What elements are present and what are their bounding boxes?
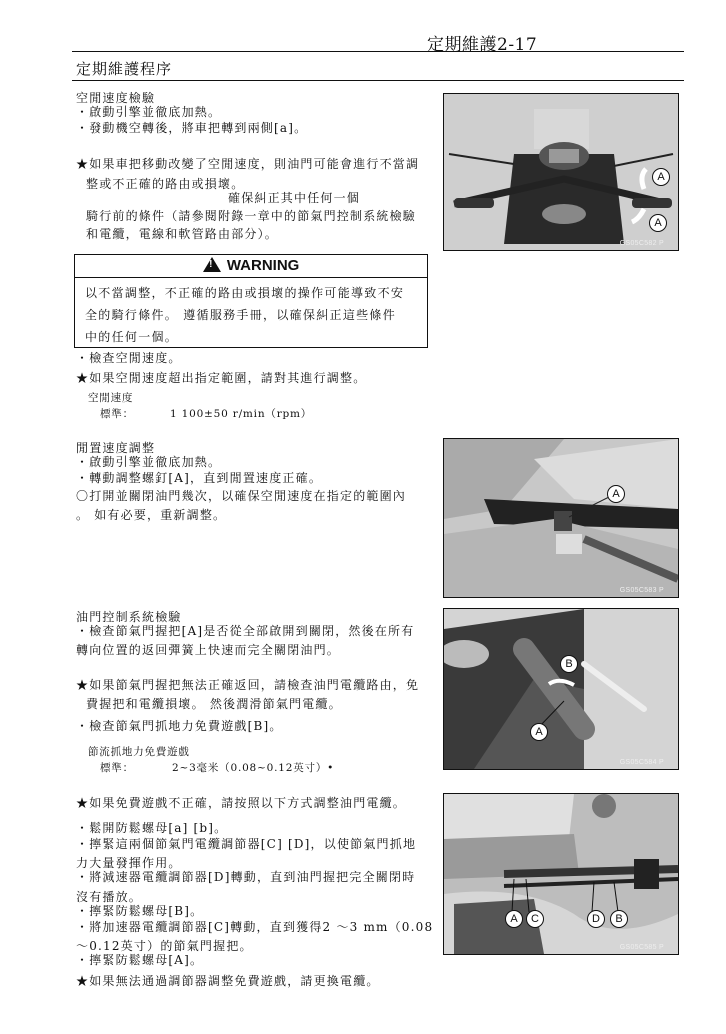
- cable-adjust-line: ・擰緊防鬆螺母[B]。: [76, 904, 204, 918]
- idle-adjust-step: 〇打開並關閉油門幾次，以確保空閒速度在指定的範圍內: [76, 489, 407, 503]
- section-title: 定期維護程序: [76, 60, 173, 78]
- throttle-check-step-line: 轉向位置的返回彈簧上快速而完全關閉油門。: [76, 643, 341, 657]
- idle-speed-note: ★如果空閒速度超出指定範圍，請對其進行調整。: [76, 371, 367, 385]
- idle-check-step-2: ・發動機空轉後，將車把轉到兩側[a]。: [76, 121, 308, 135]
- throttle-check-note-line: 費握把和電纜損壞。 然後潤滑節氣門電纜。: [86, 697, 342, 711]
- throttle-check-step-line: ・檢查節氣門握把[A]是否從全部啟開到關閉，然後在所有: [76, 624, 415, 638]
- cable-adjust-line: ・擰緊防鬆螺母[A]。: [76, 953, 204, 967]
- header-rule: [72, 51, 684, 52]
- cable-adjust-line: ～0.12英寸）的節氣門握把。: [76, 939, 253, 953]
- figure-code: GS05C582 P: [619, 240, 664, 247]
- idle-adjust-step: ・轉動調整螺釘[A]，直到閒置速度正確。: [76, 471, 323, 485]
- cable-adjust-intro: ★如果免費遊戲不正確，請按照以下方式調整油門電纜。: [76, 796, 407, 810]
- idle-spec-label: 標準：: [100, 408, 134, 420]
- cable-adjust-line: 沒有播放。: [76, 890, 143, 904]
- idle-check-step-1: ・啟動引擎並徹底加熱。: [76, 105, 222, 119]
- idle-speed-check-step: ・檢查空閒速度。: [76, 351, 182, 365]
- idle-spec-title: 空閒速度: [88, 392, 134, 404]
- idle-adjust-step: 。 如有必要，重新調整。: [76, 508, 227, 522]
- idle-adjust-title: 閒置速度調整: [76, 441, 156, 455]
- cable-adjust-line: ・將加速器電纜調節器[C]轉動，直到獲得2 ～3 mm（0.08: [76, 920, 434, 934]
- throttle-spec-title: 節流抓地力免費遊戲: [88, 746, 190, 758]
- warning-line: 全的騎行條件。 遵循服務手冊，以確保糾正這些條件: [85, 308, 397, 322]
- idle-check-note-line: 和電纜，電線和軟管路由部分）。: [86, 227, 279, 241]
- callout-a: A: [652, 168, 670, 186]
- figure-code: GS05C584 P: [619, 759, 664, 766]
- page-number-title: 定期維護2-17: [427, 35, 538, 55]
- figure-throttle-grip-photo: [443, 608, 679, 770]
- cable-adjust-line: ・擰緊這兩個節氣門電纜調節器[C] [D]，以使節氣門抓地: [76, 837, 417, 851]
- throttle-check-step-2: ・檢查節氣門抓地力免費遊戲[B]。: [76, 719, 283, 733]
- callout-b: B: [610, 910, 628, 928]
- callout-b: B: [560, 655, 578, 673]
- callout-a: A: [649, 214, 667, 232]
- figure-cable-adjusters-photo: [443, 793, 679, 955]
- cable-adjust-final-note: ★如果無法通過調節器調整免費遊戲，請更換電纜。: [76, 974, 380, 988]
- figure-handlebar-photo: [443, 93, 679, 251]
- idle-check-note-line: 整或不正確的路由或損壞。: [86, 177, 245, 191]
- idle-adjust-step: ・啟動引擎並徹底加熱。: [76, 455, 222, 469]
- warning-line: 中的任何一個。: [85, 330, 179, 344]
- warning-box: [74, 254, 428, 348]
- figure-code: GS05C583 P: [619, 587, 664, 594]
- warning-header: [75, 255, 427, 278]
- callout-a: A: [505, 910, 523, 928]
- cable-adjust-line: 力大量發揮作用。: [76, 856, 182, 870]
- cable-adjust-line: ・鬆開防鬆螺母[a] [b]。: [76, 821, 228, 835]
- callout-d: D: [587, 910, 605, 928]
- throttle-check-note-line: ★如果節氣門握把無法正確返回，請檢查油門電纜路由，免: [76, 678, 420, 692]
- cable-adjust-line: ・將減速器電纜調節器[D]轉動，直到油門握把完全關閉時: [76, 870, 416, 884]
- idle-check-note-line: 騎行前的條件（請參閱附錄一章中的節氣門控制系統檢驗: [86, 209, 417, 223]
- idle-check-note-line: ★如果車把移動改變了空閒速度，則油門可能會進行不當調: [76, 157, 420, 171]
- idle-check-title: 空閒速度檢驗: [76, 91, 156, 105]
- figure-idle-screw-photo: [443, 438, 679, 598]
- callout-a: A: [607, 485, 625, 503]
- callout-a: A: [530, 723, 548, 741]
- warning-line: 以不當調整，不正確的路由或損壞的操作可能導致不安: [85, 286, 405, 300]
- throttle-check-title: 油門控制系統檢驗: [76, 610, 182, 624]
- warning-label: WARNING: [226, 257, 300, 274]
- section-rule: [72, 80, 684, 81]
- throttle-spec-label: 標準：: [100, 762, 134, 774]
- idle-spec-value: 1 100±50 r/min（rpm）: [170, 408, 313, 420]
- figure-code: GS05C585 P: [619, 944, 664, 951]
- warning-triangle-icon: [203, 257, 221, 272]
- callout-c: C: [526, 910, 544, 928]
- idle-check-note-line: 確保糾正其中任何一個: [228, 191, 361, 205]
- throttle-spec-value: 2~3毫米（0.08~0.12英寸）•: [172, 762, 335, 774]
